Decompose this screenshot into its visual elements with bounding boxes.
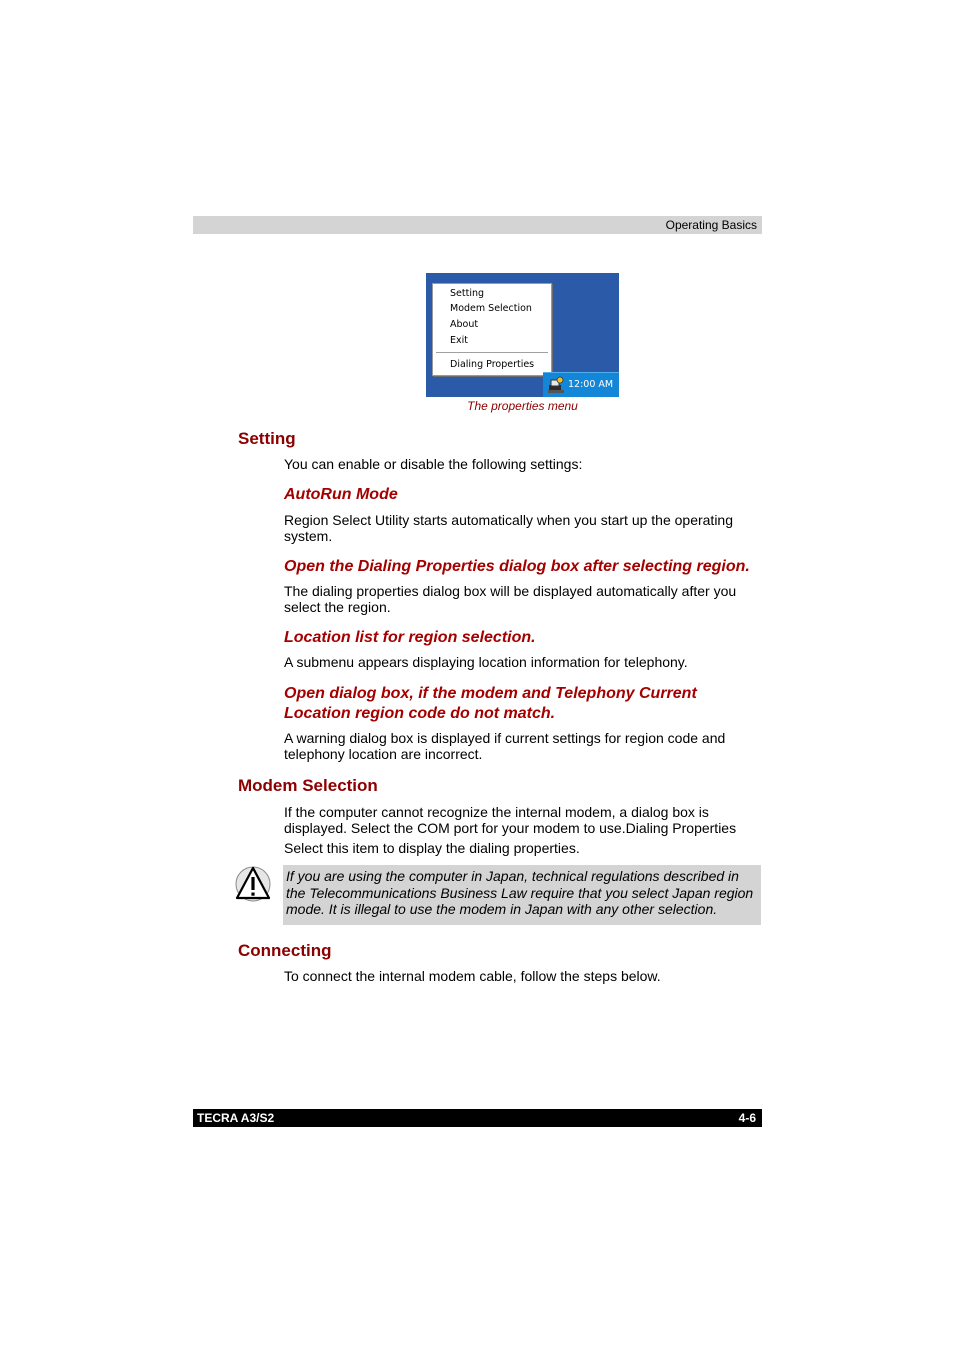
setting-intro: You can enable or disable the following settings: [284,456,583,472]
menu-item-exit[interactable]: Exit [450,335,468,346]
footer-page-number: 4-6 [738,1111,756,1125]
subheading-open-dialog-line-2: Location region code do not match. [284,705,556,722]
region-select-utility-icon[interactable] [547,376,565,394]
footer-bar [193,1109,762,1127]
warning-desc-line-1: A warning dialog box is displayed if current settings for region code and [284,730,726,746]
modem-text-line-1: If the computer cannot recognize the internal modem, a dialog box is [284,804,709,820]
note-text [286,868,760,918]
autorun-desc-line-1: Region Select Utility starts automatically when you start up the operating [284,512,734,528]
menu-separator [436,352,548,354]
connecting-text: To connect the internal modem cable, follow the steps below. [284,968,661,984]
modem-text-line-2: displayed. Select the COM port for your modem to use.Dialing Properties [284,820,737,836]
context-menu [432,283,552,376]
dialing-desc-line-1: The dialing properties dialog box will be displayed automatically after you [284,583,737,599]
subheading-open-dialing-properties: Open the Dialing Properties dialog box after selecting region. [284,558,750,575]
menu-item-modem-selection[interactable]: Modem Selection [450,303,532,314]
dialing-desc-line-2: select the region. [284,599,391,615]
header-section-title: Operating Basics [665,218,757,232]
header-bar [193,216,762,234]
warning-desc-line-2: telephony location are incorrect. [284,746,483,762]
location-desc-line-1: A submenu appears displaying location information for telephony. [284,654,688,670]
note-line-2: the Telecommunications Business Law require that you select Japan region [286,884,754,901]
subheading-open-dialog-line-1: Open dialog box, if the modem and Telephony Current [284,685,697,702]
heading-connecting: Connecting [238,941,332,960]
note-line-1: If you are using the computer in Japan, technical regulations described in [286,868,739,884]
subheading-location-list: Location list for region selection. [284,629,536,646]
note-box [283,865,761,925]
heading-setting: Setting [238,429,296,448]
footer-model: TECRA A3/S2 [197,1111,275,1125]
warning-icon [235,866,271,902]
menu-item-setting[interactable]: Setting [450,288,485,299]
properties-menu-screenshot [426,273,619,397]
autorun-desc-line-2: system. [284,528,333,544]
menu-item-about[interactable]: About [450,319,479,330]
figure-caption: The properties menu [467,399,578,413]
heading-modem-selection: Modem Selection [238,776,378,795]
note-line-3: mode. It is illegal to use the modem in Japan with any other selection. [286,901,718,917]
clock-display: 12:00 AM [568,379,614,390]
system-tray [543,372,619,397]
menu-item-dialing-properties[interactable]: Dialing Properties [450,359,535,370]
dialing-properties-text: Select this item to display the dialing properties. [284,840,580,856]
subheading-autorun-mode: AutoRun Mode [284,486,398,503]
